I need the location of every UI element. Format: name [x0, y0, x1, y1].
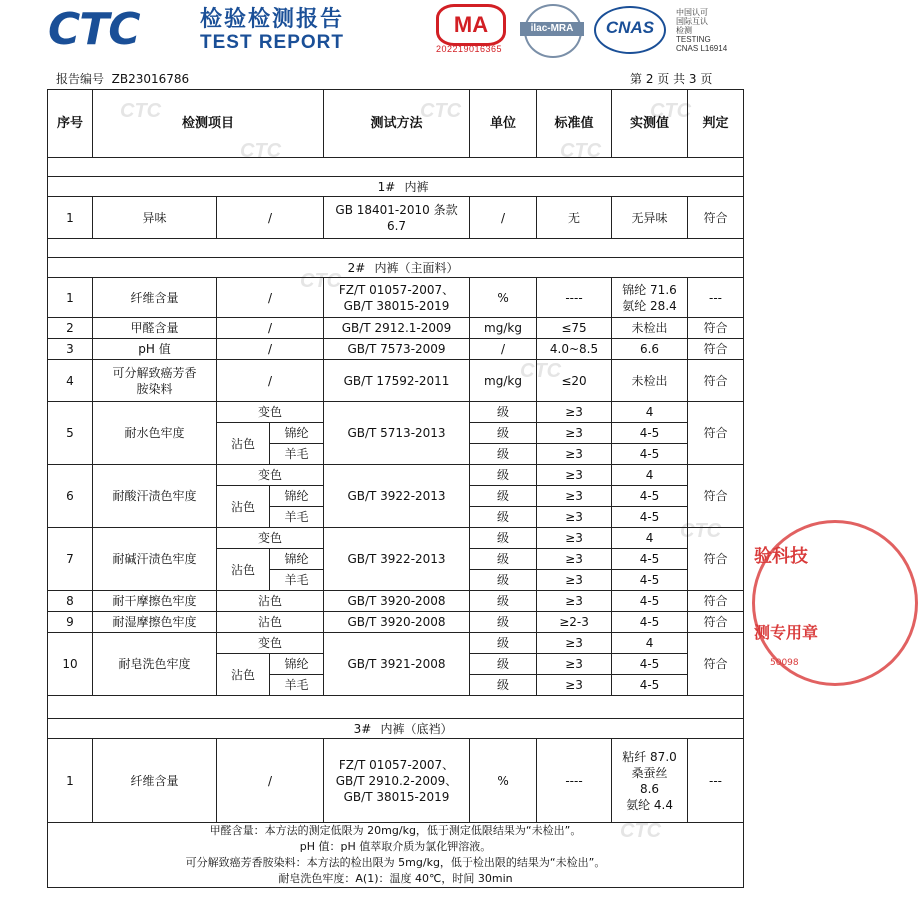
col-method: 测试方法 — [324, 90, 470, 158]
col-seq: 序号 — [48, 90, 93, 158]
section-row: 2# 内裤（主面料） — [48, 258, 744, 278]
table-row: 1 纤维含量 / FZ/T 01057-2007、 GB/T 2910.2-2009、 GB/T 38015-2019 % ---- 粘纤 87.0 桑蚕丝 8.6 氨纶 4.4 --- — [48, 739, 744, 823]
section-row: 3# 内裤（底裆） — [48, 719, 744, 739]
table-row: 沾色 锦纶 级 ≥3 4-5 — [48, 423, 744, 444]
cma-number: 202219016365 — [435, 44, 503, 54]
table-header-row — [48, 90, 744, 158]
table-row: 7 耐碱汗渍色牢度 变色 GB/T 3922-2013 级 ≥3 4 符合 — [48, 528, 744, 549]
table-row: 羊毛 级 ≥3 4-5 — [48, 675, 744, 696]
report-number: 报告编号 ZB23016786 — [56, 72, 190, 86]
table-row: 6 耐酸汗渍色牢度 变色 GB/T 3922-2013 级 ≥3 4 符合 — [48, 465, 744, 486]
note: 可分解致癌芳香胺染料：本方法的检出限为 5mg/kg，低于检出限的结果为“未检出”。 — [185, 856, 606, 869]
table-row: 1 纤维含量 / FZ/T 01057-2007、 GB/T 38015-2019 % ---- 锦纶 71.6 氨纶 28.4 --- — [48, 278, 744, 318]
note: pH 值：pH 值萃取介质为氯化钾溶液。 — [299, 840, 492, 853]
cma-mark: MA 202219016365 — [428, 4, 510, 56]
ctc-logo: CTC — [48, 4, 140, 55]
cnas-accreditation-text: 中国认可 国际互认 检测 TESTING CNAS L16914 — [676, 8, 728, 53]
table-row: 1 异味 / GB 18401-2010 条款 6.7 / 无 无异味 符合 — [48, 197, 744, 239]
test-results-table — [47, 89, 744, 888]
table-row: 沾色 锦纶 级 ≥3 4-5 — [48, 549, 744, 570]
note: 甲醛含量：本方法的测定低限为 20mg/kg，低于测定低限结果为“未检出”。 — [209, 824, 582, 837]
col-standard: 标准值 — [537, 90, 612, 158]
table-row: 10 耐皂洗色牢度 变色 GB/T 3921-2008 级 ≥3 4 符合 — [48, 633, 744, 654]
notes-row — [48, 823, 744, 888]
table-row: 羊毛 级 ≥3 4-5 — [48, 444, 744, 465]
section-row: 1# 内裤 — [48, 177, 744, 197]
col-unit: 单位 — [470, 90, 537, 158]
page-info: 第 2 页 共 3 页 — [630, 72, 713, 86]
table-row: 沾色 锦纶 级 ≥3 4-5 — [48, 486, 744, 507]
table-row: 羊毛 级 ≥3 4-5 — [48, 570, 744, 591]
col-item: 检测项目 — [93, 90, 324, 158]
table-row: 8 耐干摩擦色牢度 沾色 GB/T 3920-2008 级 ≥3 4-5 符合 — [48, 591, 744, 612]
table-row: 9 耐湿摩擦色牢度 沾色 GB/T 3920-2008 级 ≥2-3 4-5 符合 — [48, 612, 744, 633]
col-verdict: 判定 — [688, 90, 744, 158]
ilac-mra-logo: ilac-MRA — [520, 4, 584, 54]
table-row: 3 pH 值 / GB/T 7573-2009 / 4.0~8.5 6.6 符合 — [48, 339, 744, 360]
col-result: 实测值 — [612, 90, 688, 158]
table-row: 5 耐水色牢度 变色 GB/T 5713-2013 级 ≥3 4 符合 — [48, 402, 744, 423]
inspection-seal-stamp: 验科技 测专用章 50098 — [752, 520, 842, 690]
table-row: 2 甲醛含量 / GB/T 2912.1-2009 mg/kg ≤75 未检出 符合 — [48, 318, 744, 339]
note: 耐皂洗色牢度：A(1)：温度 40℃，时间 30min — [278, 872, 513, 885]
report-title-cn: 检验检测报告 — [200, 7, 345, 32]
cnas-logo: CNAS — [594, 6, 666, 54]
table-row: 4 可分解致癌芳香 胺染料 / GB/T 17592-2011 mg/kg ≤20 未检出 符合 — [48, 360, 744, 402]
report-title-en: TEST REPORT — [200, 32, 345, 53]
table-row: 沾色 锦纶 级 ≥3 4-5 — [48, 654, 744, 675]
table-row: 羊毛 级 ≥3 4-5 — [48, 507, 744, 528]
